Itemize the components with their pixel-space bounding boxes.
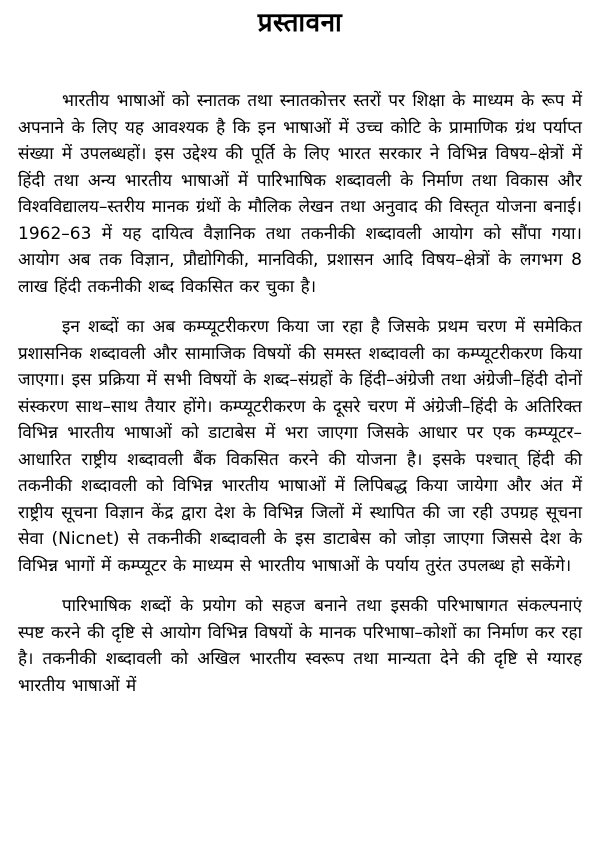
page-title: प्रस्तावना <box>257 8 343 38</box>
paragraph-2: इन शब्दों का अब कम्प्यूटरीकरण किया जा रहा है जिसके प्रथम चरण में समेकित प्रशासनिक शब्दावली और सामाजिक विषयों की समस्त शब्दावली का कम्प्यूटरीकरण किया जाएगा। इस प्रक्रिया में सभी विषयों के शब्द–संग्रहों के हिंदी–अंग्रेजी तथा अंग्रेजी–हिंदी दोनों संस्करण साथ–साथ तैयार होंगे। कम्प्यूटरीकरण के दूसरे चरण में अंग्रेजी–हिंदी के अतिरिक्त विभिन्न भारतीय भाषाओं को डाटाबेस में भरा जाएगा जिसके आधार पर एक कम्प्यूटर–आधारित राष्ट्रीय शब्दावली बैंक विकसित करने की योजना है। इसके पश्चात् हिंदी की तकनीकी शब्दावली को विभिन्न भारतीय भाषाओं में लिपिबद्ध किया जायेगा और अंत में राष्ट्रीय सूचना विज्ञान केंद्र द्वारा देश के विभिन्न जिलों में स्थापित की जा रही उपग्रह सूचना सेवा (Nicnet) से तकनीकी शब्दावली के इस डाटाबेस को जोड़ा जाएगा जिससे देश के विभिन्न भागों में कम्प्यूटर के माध्यम से भारतीय भाषाओं के पर्याय तुरंत उपलब्ध हो सकेंगे। <box>18 317 582 576</box>
paragraph-1: भारतीय भाषाओं को स्नातक तथा स्नातकोत्तर स्तरों पर शिक्षा के माध्यम के रूप में अपनाने के लिए यह आवश्यक है कि इन भाषाओं में उच्च कोटि के प्रामाणिक ग्रंथ पर्याप्त संख्या में उपलब्धहों। इस उद्देश्य की पूर्ति के लिए भारत सरकार ने विभिन्न विषय–क्षेत्रों में हिंदी तथा अन्य भारतीय भाषाओं में पारिभाषिक शब्दावली के निर्माण तथा विकास और विश्वविद्यालय–स्तरीय मानक ग्रंथों के मौलिक लेखन तथा अनुवाद की विस्तृत योजना बनाई। 1962–63 में यह दायित्व वैज्ञानिक तथा तकनीकी शब्दावली आयोग को सौंपा गया। आयोग अब तक विज्ञान, प्रौद्योगिकी, मानविकी, प्रशासन आदि विषय–क्षेत्रों के लगभग 8 लाख हिंदी तकनीकी शब्द विकसित कर चुका है। <box>18 91 582 297</box>
document-body <box>18 88 582 713</box>
paragraph-3: पारिभाषिक शब्दों के प्रयोग को सहज बनाने तथा इसकी परिभाषागत संकल्पनाएं स्पष्ट करने की दृष्टि से आयोग विभिन्न विषयों के मानक परिभाषा–कोशों का निर्माण कर रहा है। तकनीकी शब्दावली को अखिल भारतीय स्वरूप तथा मान्यता देने की दृष्टि से ग्यारह भारतीय भाषाओं में <box>18 596 582 696</box>
